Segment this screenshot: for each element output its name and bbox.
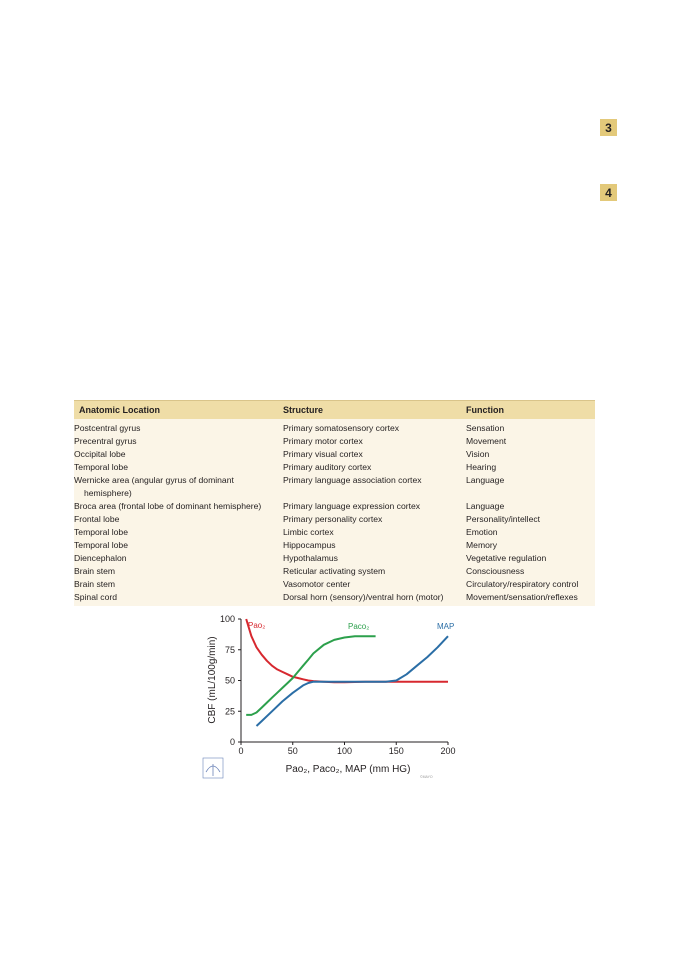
table-row (74, 500, 595, 513)
table-header-row (74, 400, 595, 419)
cell-function: Language (466, 501, 505, 511)
header-function: Function (466, 404, 504, 415)
x-tick-label: 0 (238, 746, 244, 756)
mayo-clinic-logo (203, 758, 223, 778)
cell-structure: Primary auditory cortex (283, 462, 372, 472)
cell-function: Hearing (466, 462, 497, 472)
cell-structure: Vasomotor center (283, 579, 351, 589)
cell-function: Language (466, 475, 505, 485)
cell-structure: Primary language association cortex (283, 475, 422, 485)
cell-function: Memory (466, 540, 498, 550)
x-tick-label: 150 (388, 746, 404, 756)
table-body (74, 419, 595, 606)
cell-anatomic-location: Temporal lobe (74, 462, 128, 472)
section-badge-4: 4 (600, 184, 617, 201)
cell-anatomic-location: Wernicke area (angular gyrus of dominant hemisphere) (74, 475, 234, 498)
chart-ticks (220, 614, 456, 756)
cell-anatomic-location: Diencephalon (74, 553, 127, 563)
cell-structure: Primary personality cortex (283, 514, 383, 524)
cell-function: Movement (466, 436, 507, 446)
table-row (74, 422, 595, 435)
cell-function: Emotion (466, 527, 498, 537)
cell-function: Vision (466, 449, 490, 459)
cell-function: Consciousness (466, 566, 525, 576)
cell-function: Personality/intellect (466, 514, 541, 524)
y-tick-label: 75 (224, 644, 235, 655)
cell-anatomic-location: Temporal lobe (74, 527, 128, 537)
y-axis-label: CBF (mL/100g/min) (207, 636, 218, 724)
cell-anatomic-location: Broca area (frontal lobe of dominant hemisphere) (74, 501, 262, 511)
cell-structure: Primary visual cortex (283, 449, 363, 459)
cell-structure: Hippocampus (283, 540, 336, 550)
cell-anatomic-location: Brain stem (74, 579, 116, 589)
paco2-label: Paco₂ (348, 622, 370, 631)
table-row (74, 474, 595, 500)
x-tick-label: 100 (336, 746, 353, 756)
table-row (74, 435, 595, 448)
series-line-paco2 (246, 636, 375, 715)
cell-structure: Limbic cortex (283, 527, 334, 537)
x-axis-label: Pao₂, Paco₂, MAP (mm HG) (285, 764, 411, 775)
header-structure: Structure (283, 404, 324, 415)
figure-credit-mark: ©MAYO (420, 775, 433, 779)
y-tick-label: 25 (224, 706, 235, 717)
cell-structure: Primary somatosensory cortex (283, 423, 400, 433)
y-tick-label: 0 (229, 737, 235, 747)
y-tick-label: 50 (224, 675, 235, 686)
table-row (74, 448, 595, 461)
cell-structure: Dorsal horn (sensory)/ventral horn (motor) (283, 592, 444, 602)
chart-legend-labels (248, 621, 454, 631)
chart-series (246, 619, 448, 726)
cell-anatomic-location: Postcentral gyrus (74, 423, 141, 433)
section-badge-3: 3 (600, 119, 617, 136)
table-row (74, 591, 595, 604)
pao2-label: Pao₂ (248, 621, 266, 630)
cell-anatomic-location: Occipital lobe (74, 449, 126, 459)
cell-function: Movement/sensation/reflexes (466, 592, 578, 602)
cell-anatomic-location: Brain stem (74, 566, 116, 576)
cell-anatomic-location: Precentral gyrus (74, 436, 137, 446)
cell-structure: Reticular activating system (283, 566, 386, 576)
brain-function-table (74, 400, 595, 606)
header-anatomic-location: Anatomic Location (79, 404, 161, 415)
map-label: MAP (437, 622, 455, 631)
table-row (74, 461, 595, 474)
cell-structure: Hypothalamus (283, 553, 338, 563)
table-row (74, 526, 595, 539)
y-tick-label: 100 (219, 614, 235, 624)
table-row (74, 578, 595, 591)
cell-structure: Primary motor cortex (283, 436, 363, 446)
cell-function: Sensation (466, 423, 505, 433)
cell-function: Circulatory/respiratory control (466, 579, 579, 589)
cell-function: Vegetative regulation (466, 553, 547, 563)
cell-anatomic-location: Spinal cord (74, 592, 117, 602)
table-row (74, 565, 595, 578)
cbf-chart (198, 612, 488, 784)
x-tick-label: 50 (287, 746, 298, 756)
table-row (74, 513, 595, 526)
table-row (74, 539, 595, 552)
x-tick-label: 200 (440, 746, 456, 756)
cell-anatomic-location: Frontal lobe (74, 514, 120, 524)
table-row (74, 552, 595, 565)
cell-anatomic-location: Temporal lobe (74, 540, 128, 550)
cell-structure: Primary language expression cortex (283, 501, 421, 511)
